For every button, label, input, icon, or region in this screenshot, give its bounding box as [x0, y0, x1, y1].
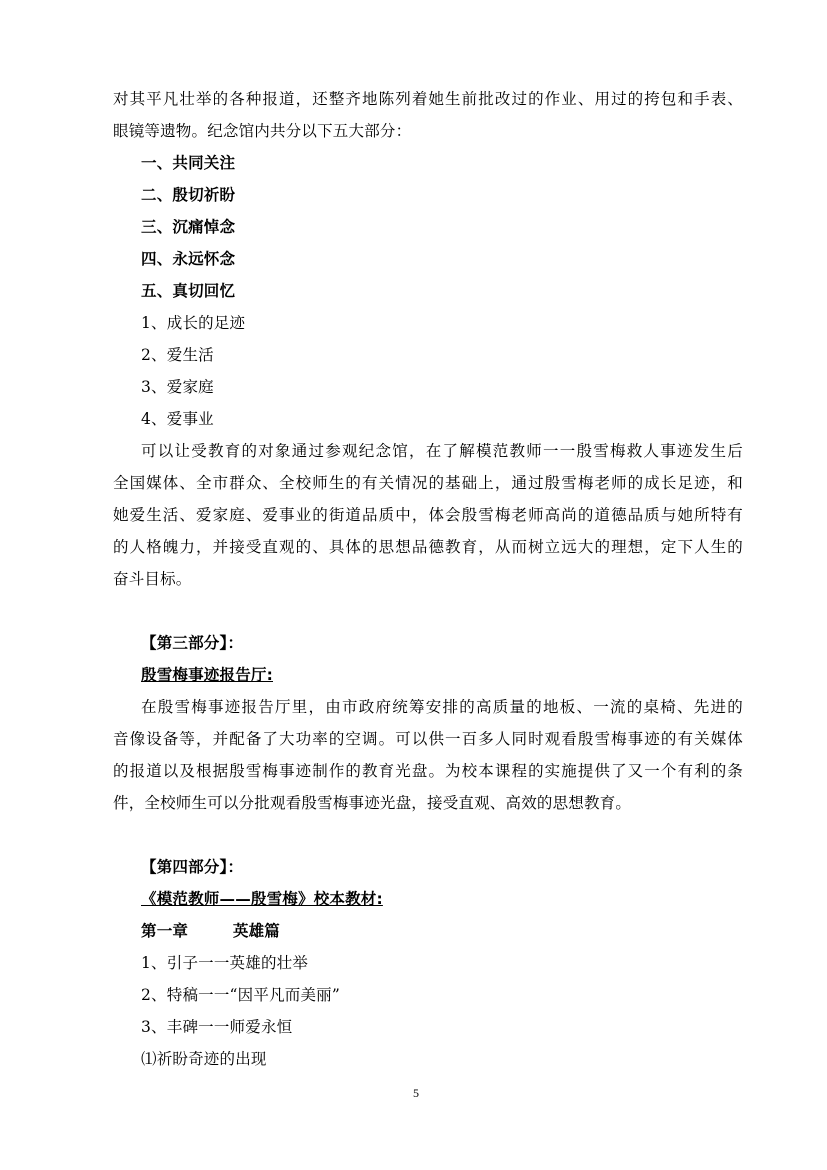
paragraph-line: 可以让受教育的对象通过参观纪念馆，在了解模范教师一一殷雪梅救人事迹发生后: [141, 442, 743, 460]
memorial-section-heading: 一、共同关注: [141, 154, 236, 172]
paragraph-line: 她爱生活、爱家庭、爱事业的街道品质中，体会殷雪梅老师高尚的道德品质与她所特有: [113, 506, 743, 524]
memory-list-item: 1、成长的足迹: [141, 314, 246, 332]
chapter-list-item: 2、特稿一一“因平凡而美丽”: [141, 986, 341, 1004]
paragraph-line: 奋斗目标。: [113, 570, 192, 588]
chapter-list-item: ⑴祈盼奇迹的出现: [141, 1050, 267, 1068]
paragraph-line: 的人格魄力，并接受直观的、具体的思想品德教育，从而树立远大的理想，定下人生的: [113, 538, 743, 556]
memorial-section-heading: 五、真切回忆: [141, 282, 236, 300]
section-4-title: 《模范教师——殷雪梅》校本教材:: [141, 890, 383, 908]
section-3-heading: 【第三部分】：: [141, 634, 244, 652]
paragraph-line: 音像设备等，并配备了大功率的空调。可以供一百多人同时观看殷雪梅事迹的有关媒体: [113, 730, 743, 748]
paragraph-line: 件，全校师生可以分批观看殷雪梅事迹光盘，接受直观、高效的思想教育。: [113, 794, 632, 812]
section-3-title: 殷雪梅事迹报告厅:: [141, 666, 273, 684]
memorial-section-heading: 三、沉痛悼念: [141, 218, 236, 236]
memory-list-item: 2、爱生活: [141, 346, 214, 364]
paragraph-line: 在殷雪梅事迹报告厅里，由市政府统筹安排的高质量的地板、一流的桌椅、先进的: [141, 698, 743, 716]
chapter-list-item: 3、丰碑一一师爱永恒: [141, 1018, 293, 1036]
memory-list-item: 4、爱事业: [141, 410, 214, 428]
memorial-section-heading: 二、殷切祈盼: [141, 186, 236, 204]
paragraph-line: 全国媒体、全市群众、全校师生的有关情况的基础上，通过殷雪梅老师的成长足迹，和: [113, 474, 743, 492]
paragraph-line: 眼镜等遗物。纪念馆内共分以下五大部分：: [113, 122, 412, 140]
memory-list-item: 3、爱家庭: [141, 378, 214, 396]
chapter-heading: 第一章 英雄篇: [141, 922, 280, 940]
chapter-list-item: 1、引子一一英雄的壮举: [141, 954, 309, 972]
paragraph-line: 对其平凡壮举的各种报道，还整齐地陈列着她生前批改过的作业、用过的挎包和手表、: [113, 90, 743, 108]
section-4-heading: 【第四部分】：: [141, 858, 244, 876]
page-number: 5: [413, 1086, 419, 1100]
memorial-section-heading: 四、永远怀念: [141, 250, 236, 268]
paragraph-line: 的报道以及根据殷雪梅事迹制作的教育光盘。为校本课程的实施提供了又一个有利的条: [113, 762, 743, 780]
